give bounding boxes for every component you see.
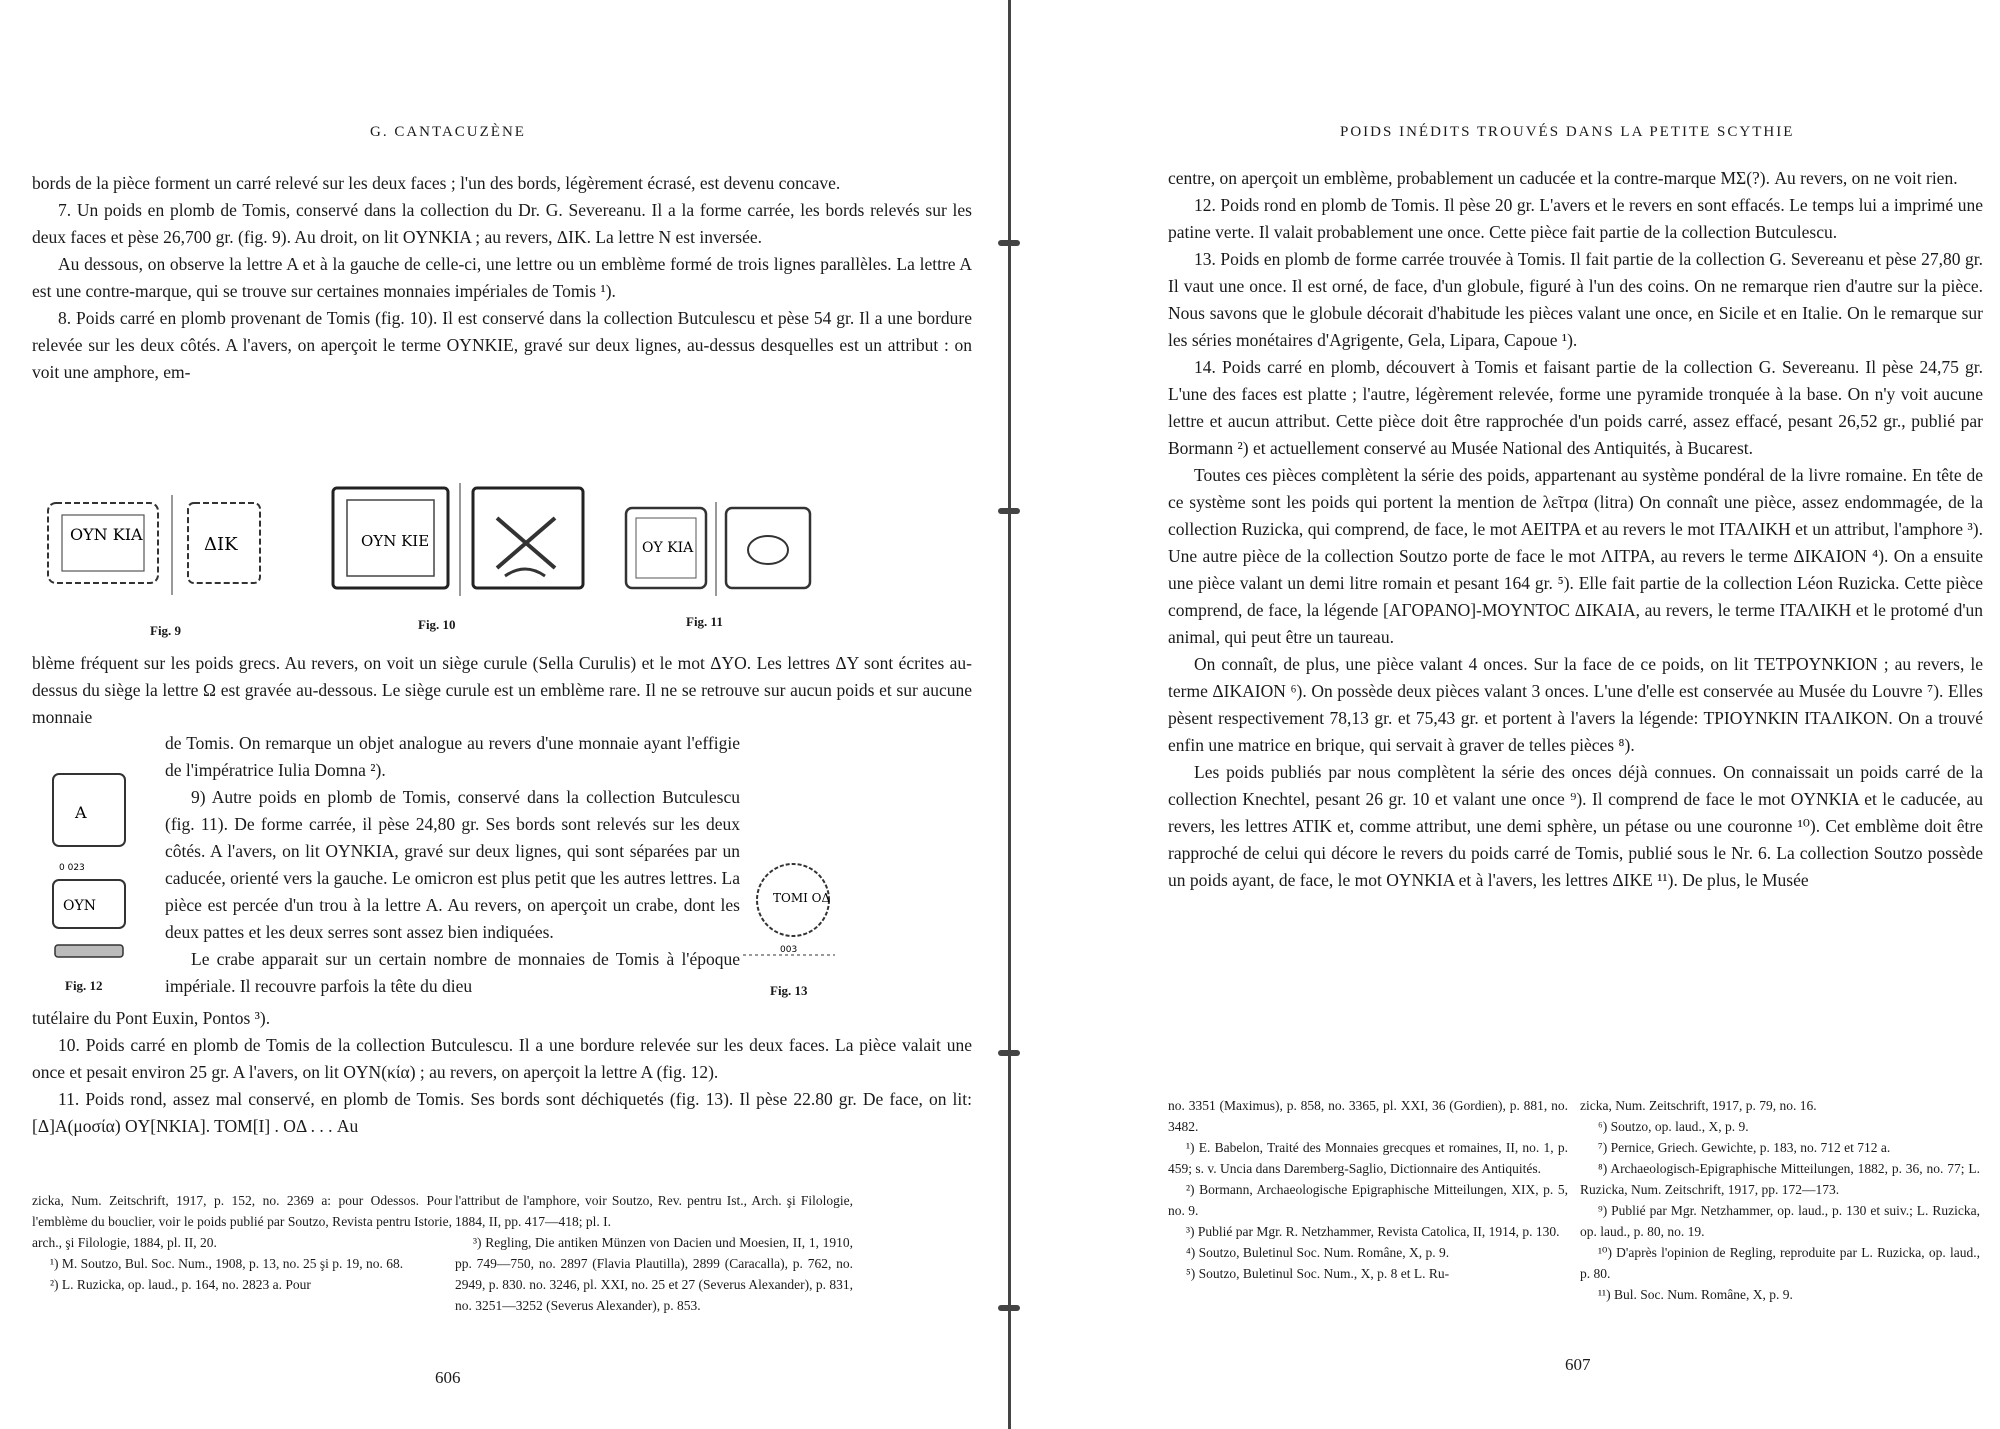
body-text-mid	[32, 650, 972, 731]
footnote: ¹¹) Bul. Soc. Num. Române, X, p. 9.	[1598, 1287, 1793, 1302]
paragraph: 7. Un poids en plomb de Tomis, conservé dans la collection du Dr. G. Severeanu. Il a la forme carrée, les bords relevés sur les deux faces et pèse 26,700 gr. (fig. 9). Au droit, on lit OYNKIA ; au revers, ΔIK. La lettre N est inversée.	[32, 200, 972, 247]
paragraph: bords de la pièce forment un carré relevé sur les deux faces ; l'un des bords, légèrement écrasé, est devenu concave.	[32, 173, 841, 193]
body-text-inset	[165, 730, 740, 1000]
paragraph: Au dessous, on observe la lettre A et à la gauche de celle-ci, une lettre ou un emblème formé de trois lignes parallèles. La lettre A est une contre-marque, qui se trouve sur certaines monnaies impériales de Tomis ¹).	[32, 254, 972, 301]
footnote: ¹) M. Soutzo, Bul. Soc. Num., 1908, p. 13, no. 25 şi p. 19, no. 68.	[50, 1256, 404, 1271]
footnote: no. 3351 (Maximus), p. 858, no. 3365, pl. XXI, 36 (Gordien), p. 881, no. 3482.	[1168, 1098, 1568, 1134]
figure-caption: Fig. 11	[686, 614, 723, 629]
footnote: ⁶) Soutzo, op. laud., X, p. 9.	[1598, 1119, 1749, 1134]
fig13-ring-text: TOMI OΔ	[773, 891, 831, 905]
footnotes-col-2	[455, 1190, 853, 1316]
figure-caption: Fig. 10	[418, 617, 456, 632]
page-number: 606	[435, 1368, 461, 1387]
footnotes-col-1	[32, 1190, 452, 1295]
footnote: ⁴) Soutzo, Buletinul Soc. Num. Române, X, p. 9.	[1186, 1245, 1450, 1260]
footnotes-col-2	[1580, 1095, 1980, 1305]
scale-label: 0 023	[59, 863, 85, 873]
figure-11-drawing	[620, 500, 820, 600]
figure-13-drawing	[735, 860, 845, 965]
body-text-bottom	[32, 1005, 972, 1140]
fig10-front-text: OYN KIE	[361, 532, 430, 550]
paragraph: 11. Poids rond, assez mal conservé, en plomb de Tomis. Ses bords sont déchiquetés (fig. 13). Il pèse 22.80 gr. De face, on lit: [Δ]A(μοσία) OY[NKIA]. TOM[I] . OΔ . . . Au	[32, 1089, 972, 1136]
paragraph: On connaît, de plus, une pièce valant 4 onces. Sur la face de ce poids, on lit TETPOYNKION ; au revers, le terme ΔIKAION ⁶). On possède deux pièces valant 3 onces. L'une d'elle est conservée au Musée du Louvre ⁷). Elles pèsent respectivement 78,13 gr. et 75,43 gr. et portent à l'avers la légende: TPIOYNKIN ITAΛIKON. On a trouvé enfin une matrice en brique, qui servait à graver de telles pièces ⁸).	[1168, 654, 1983, 755]
body-text	[1168, 165, 1983, 894]
paragraph: Le crabe apparait sur un certain nombre de monnaies de Tomis à l'époque impériale. Il recouvre parfois la tête du dieu	[165, 949, 740, 996]
paragraph: 10. Poids carré en plomb de Tomis de la collection Butculescu. Il a une bordure relevée sur les deux faces. La pièce valait une once et pesait environ 25 gr. A l'avers, on lit OYN(κία) ; au revers, on aperçoit la lettre A (fig. 12).	[32, 1035, 972, 1082]
figure-caption: Fig. 9	[150, 623, 182, 638]
fig9-back-text: ΔIK	[204, 534, 238, 555]
paragraph: Les poids publiés par nous complètent la série des onces déjà connues. On connaissait un poids carré de la collection Knechtel, pesant 26 gr. 10 et valant une once ⁹). Il comprend de face le mot OYNKIA et le caducée, au revers, les lettres ATIK et, comme attribut, une demi sphère, un pétase ou une couronne ¹⁰). Cet emblème doit être rapproché de celui qui décore le revers du poids carré de Tomis, publié sous le Nr. 6. La collection Soutzo possède un poids ayant, de face, le mot OYNKIA et à l'avers, les lettres ΔIKE ¹¹). De plus, le Musée	[1168, 762, 1983, 890]
footnote: ³) Regling, Die antiken Münzen von Dacien und Moesien, II, 1, 1910, pp. 749—750, no. 2897 (Flavia Plautilla), 2899 (Caracalla), p. 762, no. 2949, p. 830. no. 3246, pl. XXI, no. 25 et 27 (Severus Alexander), p. 831, no. 3251—3252 (Severus Alexander), p. 853.	[455, 1235, 853, 1313]
footnote: ²) Bormann, Archaeologische Epigraphische Mitteilungen, XIX, p. 5, no. 9.	[1168, 1182, 1568, 1218]
page-number: 607	[1565, 1355, 1591, 1374]
fig12-front-text: OYN	[63, 898, 96, 914]
paragraph: de Tomis. On remarque un objet analogue au revers d'une monnaie ayant l'effigie de l'impératrice Iulia Domna ²).	[165, 733, 740, 780]
paragraph: Toutes ces pièces complètent la série des poids, appartenant au système pondéral de la livre romaine. En tête de ce système sont les poids qui portent la mention de λεῖτρα (litra) On connaît une pièce, assez endommagée, de la collection Ruzicka, qui comprend, de face, le mot AEITPA et au revers le mot ITAΛIKH et un attribut, l'amphore ³). Une autre pièce de la collection Soutzo porte de face le mot ΛITPA, au revers le terme ΔIKAION ⁴). On a ensuite une pièce valant un demi litre romain et pesant 164 gr. ⁵). Elle fait partie de la collection Léon Ruzicka. Cette pièce comprend, de face, la légende [AΓOPANO]-MOYNTOC ΔIKAIA, au revers, le terme ITAΛIKH et le protomé d'un animal, qui peut être un taureau.	[1168, 465, 1983, 647]
paragraph: tutélaire du Pont Euxin, Pontos ³).	[32, 1008, 271, 1028]
paragraph: 14. Poids carré en plomb, découvert à Tomis et faisant partie de la collection G. Severeanu. Il pèse 24,75 gr. L'une des faces est platte ; l'autre, légèrement relevée, forme une pyramide tronquée à la base. On n'y voit aucune lettre et aucun attribut. Cette pièce doit être rapprochée d'un poids carré, assez effacé, pesant 26,52 gr., publié par Bormann ²) et actuellement conservé au Musée National des Antiquités, à Bucarest.	[1168, 357, 1983, 458]
right-page	[1010, 0, 2000, 1429]
footnote: ⁵) Soutzo, Buletinul Soc. Num., X, p. 8 et L. Ru-	[1186, 1266, 1450, 1281]
fig9-front-text: OYN KIA	[70, 525, 143, 544]
fig11-front-text: OY KIA	[642, 540, 694, 556]
footnote: ³) Publié par Mgr. R. Netzhammer, Revista Catolica, II, 1914, p. 130.	[1186, 1224, 1560, 1239]
paragraph: centre, on aperçoit un emblème, probablement un caducée et la contre-marque MΣ(?). Au revers, on ne voit rien.	[1168, 168, 1958, 188]
paragraph: 12. Poids rond en plomb de Tomis. Il pèse 20 gr. L'avers et le revers en sont effacés. Le temps lui a imprimé une patine verte. Il valait probablement une once. Cette pièce fait partie de la collection Butculescu.	[1168, 195, 1983, 242]
footnote: ⁷) Pernice, Griech. Gewichte, p. 183, no. 712 et 712 a.	[1598, 1140, 1891, 1155]
paragraph: 9) Autre poids en plomb de Tomis, conservé dans la collection Butculescu (fig. 11). De forme carrée, il pèse 24,80 gr. Ses bords sont relevés sur les deux côtés. A l'avers, on lit OYNKIA, gravé sur deux lignes, qui sont séparées par un caducée, orienté vers la gauche. Le omicron est plus petit que les autres lettres. La pièce est percée d'un trou à la lettre A. Au revers, on aperçoit un crabe, dont les deux pattes et les deux serres sont assez bien indiquées.	[165, 787, 740, 942]
figure-9-drawing	[40, 485, 270, 605]
running-header: G. CANTACUZÈNE	[370, 124, 526, 140]
footnote: ¹) E. Babelon, Traité des Monnaies grecques et romaines, II, no. 1, p. 459; s. v. Uncia dans Daremberg-Saglio, Dictionnaire des Antiquités.	[1168, 1140, 1568, 1176]
figure-caption: Fig. 12	[65, 978, 103, 993]
footnote: ²) L. Ruzicka, op. laud., p. 164, no. 2823 a. Pour	[50, 1277, 311, 1292]
paragraph: blème fréquent sur les poids grecs. Au revers, on voit un siège curule (Sella Curulis) et le mot ΔYO. Les lettres ΔY sont écrites au-dessus du siège la lettre Ω est gravée au-dessous. Le siège curule est un emblème rare. Il ne se retrouve sur aucun poids et sur aucune monnaie	[32, 653, 972, 727]
scale-label: 003	[780, 945, 798, 955]
footnote: ¹⁰) D'après l'opinion de Regling, reproduite par L. Ruzicka, op. laud., p. 80.	[1580, 1245, 1980, 1281]
running-header: POIDS INÉDITS TROUVÉS DANS LA PETITE SCYTHIE	[1340, 124, 1795, 140]
body-text-top	[32, 170, 972, 386]
paragraph: 13. Poids en plomb de forme carrée trouvée à Tomis. Il fait partie de la collection G. Severeanu et pèse 27,80 gr. Il vaut une once. Il est orné, de face, d'un globule, figuré à l'un des coins. On ne remarque rien d'autre sur la pièce. Nous savons que le globule décorait d'habitude les pièces valant une once, en Sicile et en Italie. On le remarque sur les séries monétaires d'Agrigente, Gela, Lipara, Capoue ¹).	[1168, 249, 1983, 350]
footnote: zicka, Num. Zeitschrift, 1917, p. 152, no. 2369 a: pour Odessos. Pour l'emblème du bouclier, voir le poids publié par Soutzo, Revista pentru Istorie, arch., şi Filologie, 1884, pl. II, 20.	[32, 1193, 452, 1250]
footnote: ⁸) Archaeologisch-Epigraphische Mitteilungen, 1882, p. 36, no. 77; L. Ruzicka, Num. Zeitschrift, 1917, pp. 172—173.	[1580, 1161, 1980, 1197]
svg-text:A: A	[75, 803, 87, 822]
footnote: ⁹) Publié par Mgr. Netzhammer, op. laud., p. 130 et suiv.; L. Ruzicka, op. laud., p. 80, no. 19.	[1580, 1203, 1980, 1239]
paragraph: 8. Poids carré en plomb provenant de Tomis (fig. 10). Il est conservé dans la collection Butculescu et pèse 54 gr. Il a une bordure relevée sur les deux côtés. A l'avers, on aperçoit le terme OYNKIE, gravé sur deux lignes, au-dessus desquelles est un attribut : on voit une amphore, em-	[32, 308, 972, 382]
footnote: zicka, Num. Zeitschrift, 1917, p. 79, no. 16.	[1580, 1098, 1817, 1113]
footnote: l'attribut de l'amphore, voir Soutzo, Rev. pentru Ist., Arch. şi Filologie, 1884, II, pp. 417—418; pl. I.	[455, 1193, 853, 1229]
figure-10-drawing	[325, 478, 595, 603]
figure-caption: Fig. 13	[770, 983, 808, 998]
footnotes-col-1	[1168, 1095, 1568, 1284]
figure-12-drawing	[45, 770, 135, 970]
